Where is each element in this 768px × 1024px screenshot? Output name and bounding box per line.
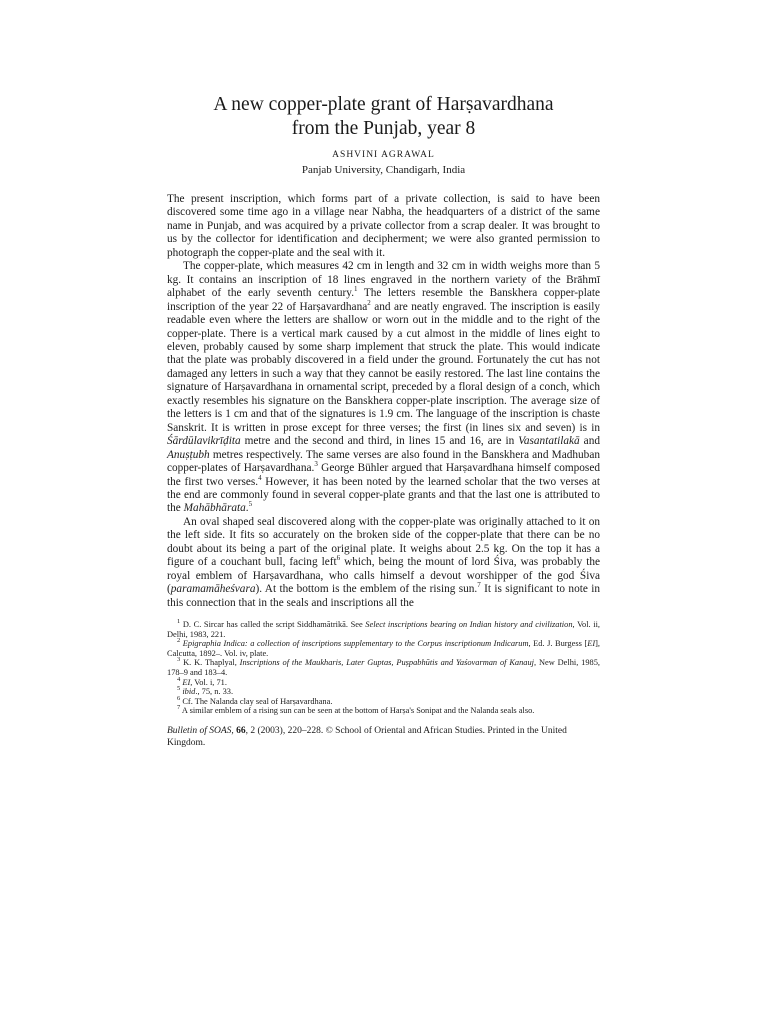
paragraph-3 [167, 516, 600, 610]
footnote-1 [167, 620, 600, 639]
work-title-mahabharata: Mahābhārata [183, 502, 246, 515]
footnote-ref-1[interactable]: 1 [354, 285, 358, 294]
footnote-7-text: A similar emblem of a rising sun can be seen at the bottom of Harṣa's Sonipat and the Nalanda seals also. [181, 706, 535, 716]
paragraph-3-text-d: It is significant to note in this connection that in the seals and inscriptions all the [167, 583, 601, 609]
footnote-2-citation-title: Epigraphia Indica: a collection of inscriptions supplementary to the Corpus inscriptionum Indicarum [182, 639, 529, 649]
footnote-2-text-b: , Ed. J. Burgess [ [528, 639, 588, 649]
footnote-ref-6[interactable]: 6 [336, 554, 341, 563]
paragraph-3-text-b: which, being the mount of lord Śiva, was probably the royal emblem of Harṣavardhana, who calls himself a devout worshipper of the god Śiva ( [167, 556, 600, 596]
journal-title: Bulletin of SOAS [167, 725, 232, 736]
footnote-4 [167, 675, 600, 688]
paragraph-2-text-c: and are neatly engraved. The inscription is easily readable even where the letters are shallow or worn out in the middle and to the right of the copper-plate. There is a vertical mark caused by a cut almost in the middle of lines eight to eleven, probably caused by some sharp implement that struck the plate. This would indicate that the plate was probably discovered in a field under the ground. Fortunately the cut has not damaged any letters in such a way that they cannot be easily restored. The last line contains the signature of Harṣavardhana in ornamental script, preceded by a floral design of a conch, which exactly resembles his signature on the Banskhera copper-plate inscription. The average size of the letters is 1 cm and that of the signatures is 1.9 cm. The language of the inscription is chaste Sanskrit. It is written in prose except for three verses; the first (in lines six and seven) is in [167, 300, 600, 434]
journal-volume: 66 [236, 725, 246, 736]
footnote-ref-7[interactable]: 7 [477, 581, 481, 590]
paragraph-2-text-d: metre and the second and third, in lines 15 and 16, are in [240, 435, 519, 448]
paragraph-2-text-i: . [245, 502, 249, 515]
footnote-ref-2[interactable]: 2 [367, 298, 371, 307]
article-title [167, 93, 600, 141]
footnote-5-number: 5 [177, 685, 181, 693]
paragraph-1-text: The present inscription, which forms part of a private collection, is said to have been discovered some time ago in a village near Nabha, the headquarters of a district of the same name in Punjab, and was acquired by a private collector from a scrap dealer. It was brought to us by the collector for identification and decipherment; we were also granted permission to photograph the copper-plate and the seal with it. [167, 193, 600, 259]
footnote-4-text-b: , Vol. i, 71. [190, 677, 227, 687]
footnote-5-abbrev: ibid [182, 687, 196, 697]
journal-citation-rest: , 2 (2003), 220–228. © School of Oriental and African Studies. Printed in the United Kingdom. [167, 725, 567, 749]
paragraph-2-text-e: and [579, 435, 600, 448]
paragraph-3-text-c: ). At the bottom is the emblem of the rising sun. [255, 583, 478, 596]
paragraph-2-text-h: However, it has been noted by the learned scholar that the two verses at the end are commonly found in several copper-plate grants and that the last one is attributed to the [167, 475, 600, 515]
footnote-2-number: 2 [177, 637, 181, 645]
article-content [167, 93, 600, 750]
footnote-6-number: 6 [177, 695, 181, 702]
epithet-paramamahesvara: paramamāheśvara [170, 583, 256, 596]
author-affiliation: Panjab University, Chandigarh, India [301, 164, 466, 176]
paragraph-2-text-g: George Bühler argued that Harṣavardhana himself composed the first two verses. [167, 462, 600, 488]
article-body [167, 193, 600, 610]
paragraph-2 [167, 260, 600, 516]
footnote-3-text-b: , New Delhi, 1985, 178–9 and 183–4. [167, 658, 601, 678]
paragraph-1 [167, 193, 600, 260]
paragraph-2-text-b: The letters resemble the Banskhera copper-plate inscription of the year 22 of Harṣavardhana [167, 287, 601, 313]
paragraph-2-text-a: The copper-plate, which measures 42 cm in length and 32 cm in width weighs more than 5 kg. It contains an inscription of 18 lines engraved in the northern variety of the Brāhmī alphabet of the early seventh century. [167, 260, 600, 300]
footnote-4-abbrev: EI [182, 677, 191, 687]
footnote-ref-3[interactable]: 3 [314, 460, 318, 469]
title-line-1: A new copper-plate grant of Harṣavardhana [213, 94, 554, 115]
footnote-1-text-a: D. C. Sircar has called the script Siddhamātrikā. See [182, 620, 366, 630]
footnote-4-number: 4 [177, 675, 181, 683]
metre-name-sardulavikridita: Śārdūlavikrīḍita [167, 435, 241, 448]
footnote-ref-4[interactable]: 4 [258, 473, 262, 482]
footnote-7 [167, 706, 600, 716]
metre-name-vasantatilaka: Vasantatilakā [518, 435, 580, 448]
author-name: ASHVINI AGRAWAL [332, 150, 435, 160]
footnote-7-number: 7 [177, 704, 181, 712]
footnote-1-text-b: , Vol. ii, Delhi, 1983, 221. [167, 620, 601, 639]
footnote-2-abbrev: EI [587, 639, 596, 649]
footnote-5-text-b: ., 75, n. 33. [195, 687, 234, 697]
footnote-ref-5[interactable]: 5 [248, 500, 253, 509]
footnote-1-number: 1 [177, 618, 181, 626]
journal-citation: Bulletin of SOAS, 66, 2 (2003), 220–228. © School of Oriental and African Studies. Printed in the United Kingdom. [167, 725, 567, 749]
footnote-5 [167, 687, 600, 697]
paragraph-3-text-a: An oval shaped seal discovered along with the copper-plate was originally attached to it on the left side. It fits so accurately on the broken side of the copper-plate that there can be no doubt about its being a part of the original plate. It weighs about 2.5 kg. On the top it has a figure of a couchant bull, facing left [167, 515, 600, 569]
footnote-6-text: Cf. The Nalanda clay seal of Harṣavardhana. [182, 696, 333, 706]
footnote-2-text-c: ], Calcutta, 1892–. Vol. iv, plate. [167, 639, 600, 658]
footnote-3-text-a: K. K. Thaplyal, [183, 658, 240, 668]
footnote-3 [167, 658, 600, 677]
footnote-3-citation-title: Inscriptions of the Maukharis, Later Guptas, Puṣpabhūtis and Yaśovarman of Kanauj [239, 658, 535, 668]
metre-name-anustubh: Anuṣṭubh [167, 448, 210, 461]
title-line-2: from the Punjab, year 8 [291, 118, 476, 139]
paragraph-2-text-f: metres respectively. The same verses are also found in the Banskhera and Madhuban copper-plates of Harṣavardhana. [167, 448, 600, 475]
footnote-1-citation-title: Select inscriptions bearing on Indian history and civilization [365, 620, 573, 630]
footnote-2 [167, 639, 600, 658]
footnote-3-number: 3 [177, 656, 181, 664]
footnote-6 [167, 697, 600, 707]
footnotes [167, 620, 600, 716]
